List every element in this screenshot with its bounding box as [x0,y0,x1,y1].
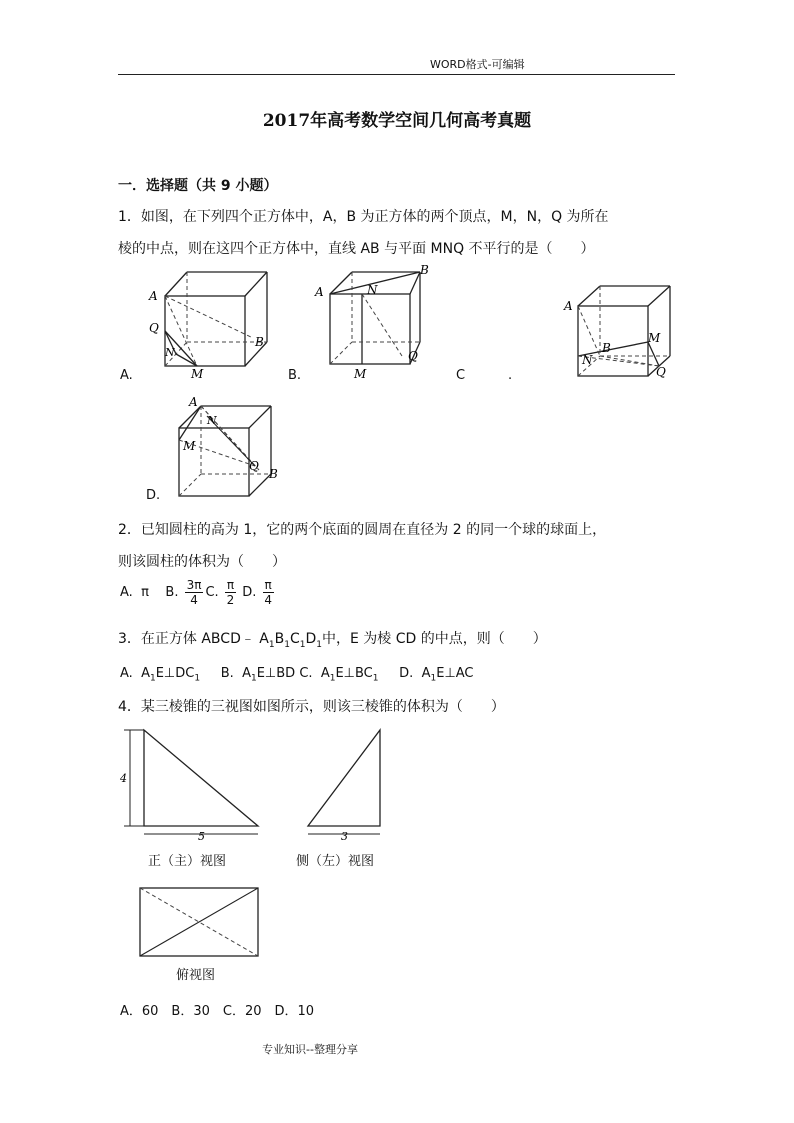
label-a: A [189,395,198,409]
label-n: N [165,346,175,359]
q2-line1: 2．已知圆柱的高为 1，它的两个底面的圆周在直径为 2 的同一个球的球面上， [118,522,607,538]
side-view-triangle [308,730,380,826]
q2-option-a-value: π [141,585,149,600]
label-n: N [582,353,593,367]
label-m: M [183,439,196,453]
q3-option-d[interactable]: D. $A_1E\perp AC$ [399,666,474,684]
dim-side-width: 3 [341,830,348,843]
q1-line1: 1．如图，在下列四个正方体中，A，B 为正方体的两个顶点，M，N，Q 为所在 [118,209,609,225]
q2-option-d-label[interactable]: D. [242,585,257,600]
q2-options [120,578,276,607]
label-m: M [354,367,367,381]
label-n: N [367,283,378,297]
label-a: A [149,289,158,303]
label-n: N [207,414,217,427]
three-view-front-side [118,726,398,866]
q3-options [120,666,474,684]
dim-height: 4 [120,772,127,785]
q3-option-a[interactable]: A. $A_1E\perp DC_1$ [120,666,201,684]
top-view [138,886,262,960]
q2-line2: 则该圆柱的体积为（ ） [118,554,286,570]
q2-option-b-fraction: $\frac{3\pi}{4}$ [186,578,202,607]
side-view-caption: 侧（左）视图 [296,854,375,869]
header-text: WORD格式-可编辑 [430,58,525,71]
label-b: B [269,467,278,481]
dim-front-width: 5 [198,830,205,843]
label-q: Q [408,349,418,363]
cube-figure-a [145,266,270,381]
cube-figure-c [560,280,680,384]
q1-option-a[interactable]: A. [120,368,133,383]
page-footer: 专业知识--整理分享 [262,1043,358,1056]
q1-option-d[interactable]: D. [146,488,161,503]
page-title: 2017年高考数学空间几何高考真题 [262,111,532,131]
section-heading: 一．选择题（共 9 小题） [118,178,278,194]
label-a: A [315,285,324,299]
q3-option-c[interactable]: C. $A_1E\perp BC_1$ [299,666,379,684]
label-m: M [191,367,204,381]
cube-figure-b [312,264,437,382]
q4-stem: 4．某三棱锥的三视图如图所示，则该三棱锥的体积为（ ） [118,699,505,715]
q2-option-c-label[interactable]: C. [205,585,219,600]
q1-option-b[interactable]: B. [288,368,302,383]
top-view-caption: 俯视图 [176,968,216,983]
label-q: Q [656,365,666,379]
q3-stem: 3．在正方体 ABCD﹣ $A_1B_1C_1D_1$中，E 为棱 CD 的中点，则（ ） [118,631,547,650]
front-view-triangle [144,730,258,826]
label-b: B [420,264,429,277]
q2-option-c-fraction: $\frac{\pi}{2}$ [226,578,235,607]
front-view-caption: 正（主）视图 [148,854,227,869]
label-b: B [255,335,264,349]
q3-option-b[interactable]: B. $A_1E\perp BD$ [220,666,296,684]
cube-figure-d [165,394,285,498]
q1-option-c[interactable]: C [456,368,466,383]
label-b: B [602,341,611,355]
label-m: M [648,331,661,345]
label-q: Q [249,459,259,473]
label-q: Q [149,321,159,335]
page-header [118,56,675,75]
label-a: A [564,299,573,313]
q2-option-d-fraction: $\frac{\pi}{4}$ [264,578,272,607]
q2-option-b-label[interactable]: B. [165,585,179,600]
q2-option-a-label[interactable]: A. [120,585,133,600]
q1-line2: 棱的中点，则在这四个正方体中，直线 AB 与平面 MNQ 不平行的是（ ） [118,241,595,257]
q4-options[interactable]: A．60 B．30 C．20 D．10 [120,1004,315,1019]
q1-option-c-dot: . [508,368,513,383]
